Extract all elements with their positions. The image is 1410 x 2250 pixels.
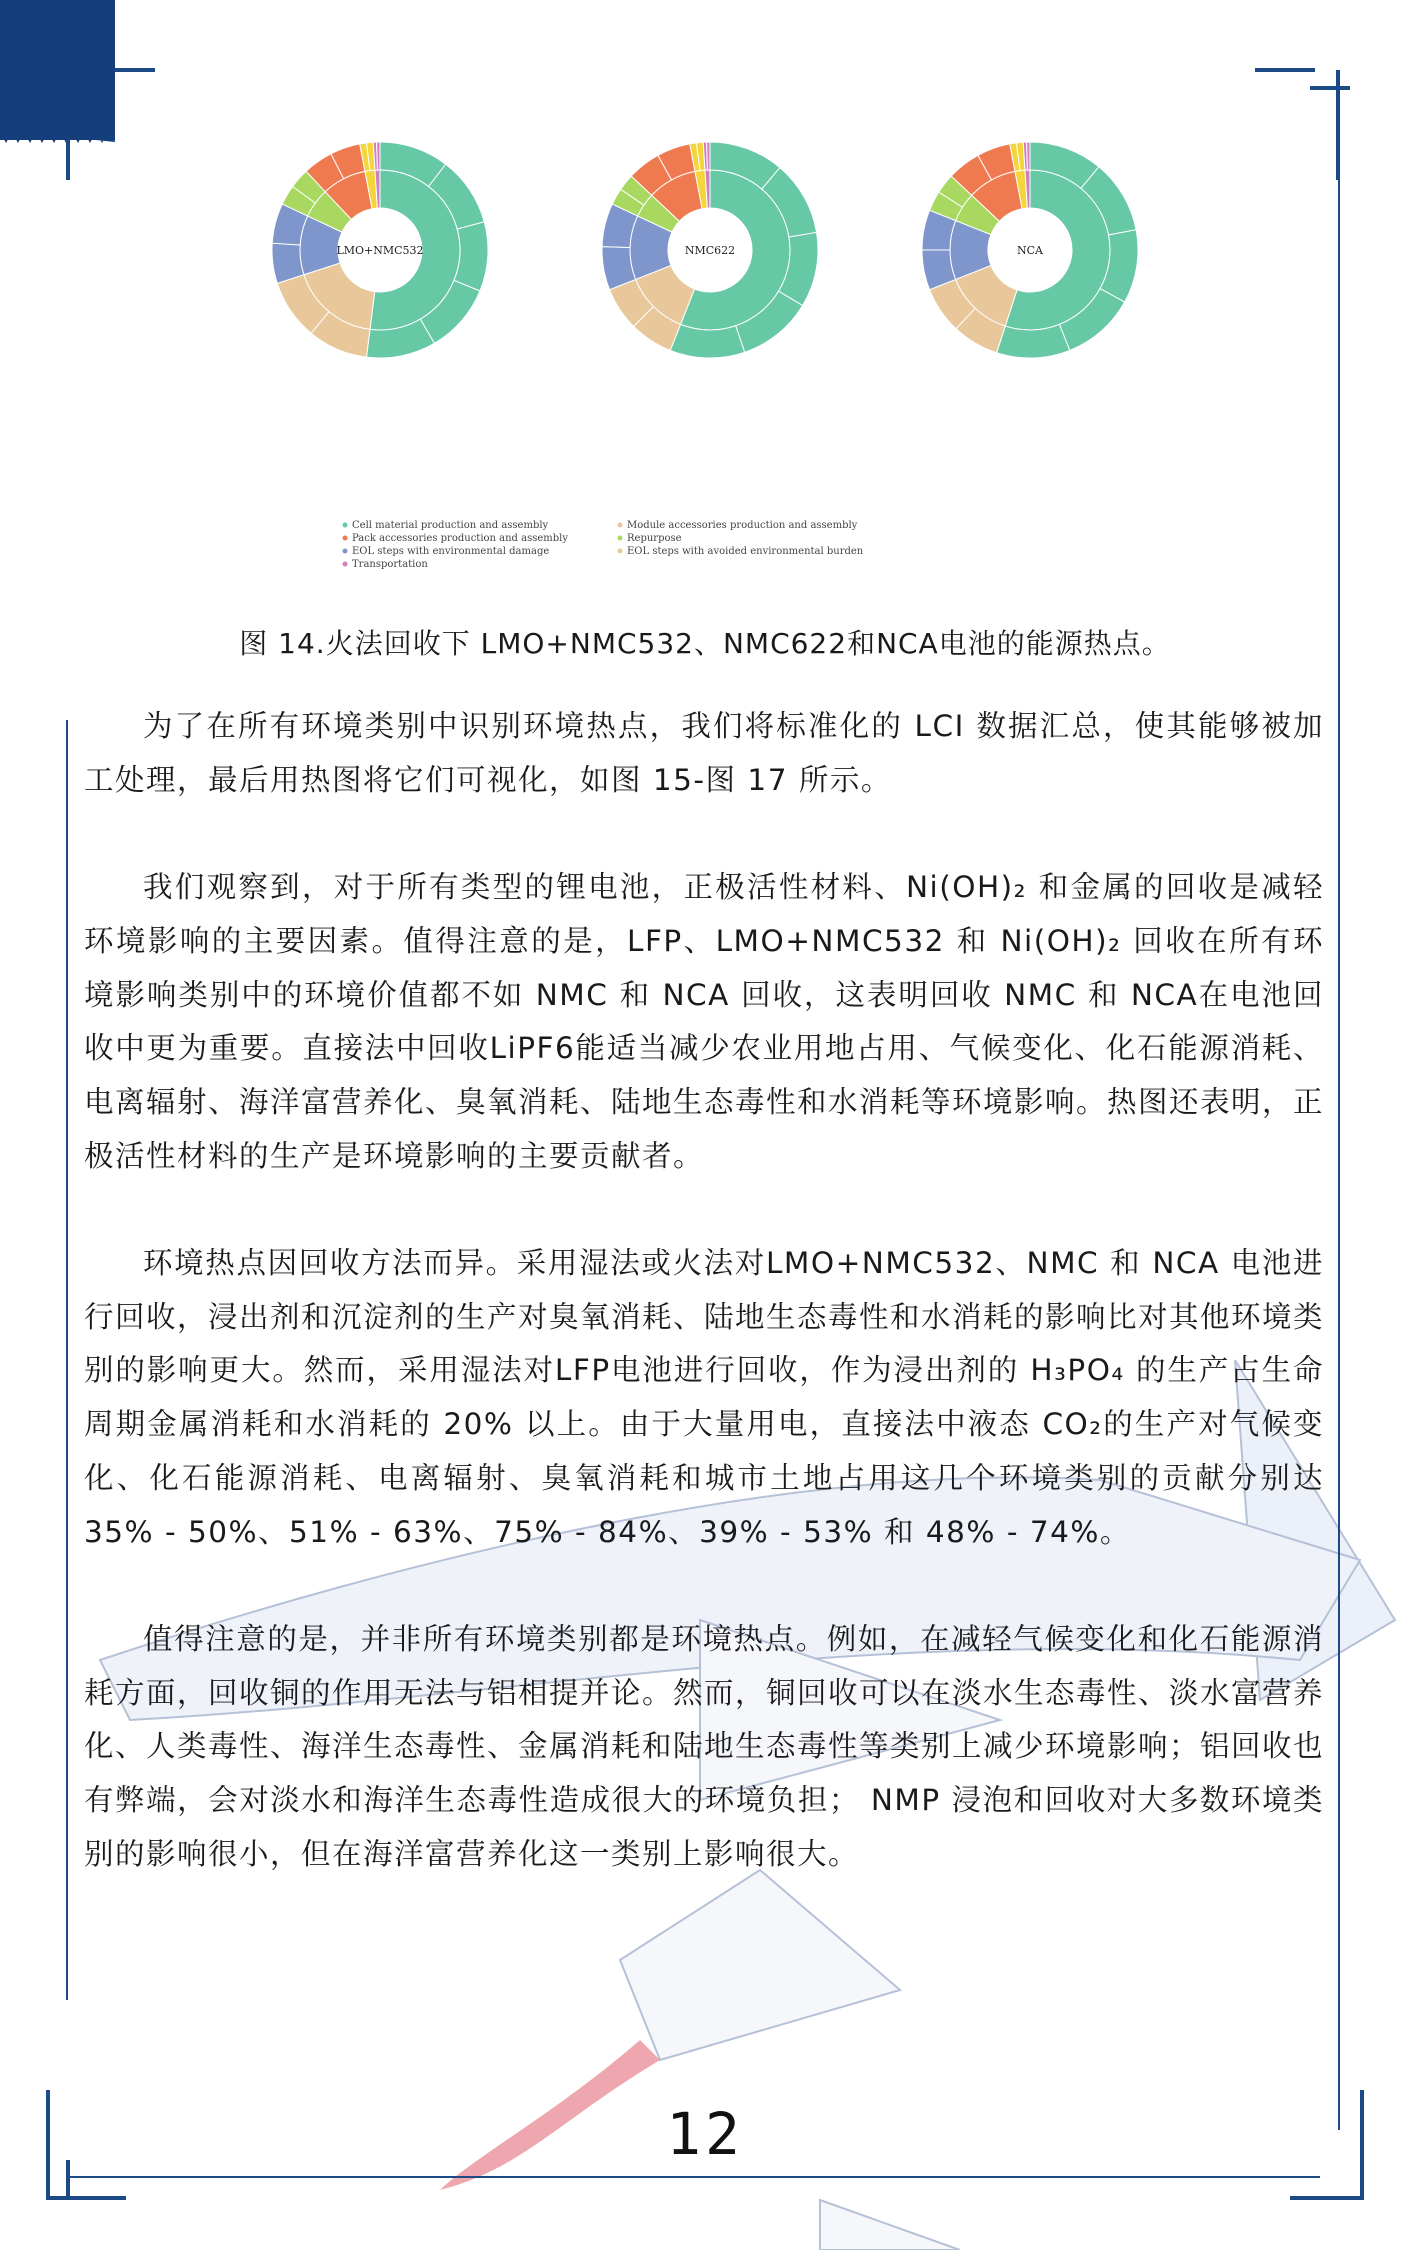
frame-top-right [1255, 68, 1315, 72]
chart-center-label: NCA [1017, 244, 1043, 257]
legend-label: Module accessories production and assembly [627, 520, 858, 531]
frame-bottom-left-h [46, 2196, 126, 2200]
corner-block-fringe [0, 130, 115, 144]
legend-label: Transportation [352, 559, 428, 570]
legend-swatch [618, 523, 623, 528]
frame-left-inner [66, 720, 68, 2000]
frame-right-top [1336, 70, 1340, 180]
legend-label: EOL steps with avoided environmental burden [627, 546, 864, 557]
corner-block-top-left [0, 0, 115, 140]
body-text [84, 700, 1324, 1881]
figure-legend [343, 520, 864, 570]
figure-caption: 图 14.火法回收下 LMO+NMC532、NMC622和NCA电池的能源热点。 [239, 627, 1171, 660]
chart-center-label: LMO+NMC532 [336, 244, 424, 257]
frame-left [66, 140, 70, 180]
frame-bottom-right-h [1290, 2196, 1364, 2200]
legend-label: EOL steps with environmental damage [352, 546, 550, 557]
frame-top-right-2 [1310, 86, 1350, 90]
paragraph: 值得注意的是，并非所有环境类别都是环境热点。例如，在减轻气候变化和化石能源消耗方面，回收铜的作用无法与铝相提并论。然而，铜回收可以在淡水生态毒性、淡水富营养化、人类毒性、海洋生态毒性、金属消耗和陆地生态毒性等类别上减少环境影响；铝回收也有弊端，会对淡水和海洋生态毒性造成很大的环境负担； NMP 浸泡和回收对大多数环境类别的影响很小，但在海洋富营养化这一类别上影响很大。 [84, 1621, 1325, 1871]
sunburst-segment [1027, 142, 1030, 170]
legend-swatch [343, 549, 348, 554]
frame-right-inner [1338, 180, 1340, 2130]
legend-swatch [343, 523, 348, 528]
frame-top-left [115, 68, 155, 72]
paragraph: 环境热点因回收方法而异。采用湿法或火法对LMO+NMC532、NMC 和 NCA 电池进行回收，浸出剂和沉淀剂的生产对臭氧消耗、陆地生态毒性和水消耗的影响比对其他环境类别的影响更大。然而，采用湿法对LFP电池进行回收，作为浸出剂的 H₃PO₄ 的生产占生命周期金属消耗和水消耗的 20% 以上。由于大量用电，直接法中液态 CO₂的生产对气候变化、化石能源消耗、电离辐射、臭氧消耗和城市土地占用这几个环境类别的贡献分别达35% - 50%、51% - 63%、75% - 84%、39% - 53% 和 48% - 74%。 [84, 1246, 1325, 1549]
chart-center-label: NMC622 [684, 244, 736, 257]
legend-swatch [618, 536, 623, 541]
sunburst-figure [230, 140, 1190, 590]
sunburst-segment [707, 142, 710, 170]
paragraph: 我们观察到，对于所有类型的锂电池，正极活性材料、Ni(OH)₂ 和金属的回收是减轻环境影响的主要因素。值得注意的是，LFP、LMO+NMC532 和 Ni(OH)₂ 回收在所有环境影响类别中的环境价值都不如 NMC 和 NCA 回收，这表明回收 NMC 和 NCA在电池回收中更为重要。直接法中回收LiPF6能适当减少农业用地占用、气候变化、化石能源消耗、电离辐射、海洋富营养化、臭氧消耗、陆地生态毒性和水消耗等环境影响。热图还表明，正极活性材料的生产是环境影响的主要贡献者。 [84, 870, 1325, 1173]
legend-swatch [343, 562, 348, 567]
legend-swatch [343, 536, 348, 541]
legend-label: Cell material production and assembly [352, 520, 549, 531]
page-number: 12 [666, 2100, 744, 2168]
paragraph: 为了在所有环境类别中识别环境热点，我们将标准化的 LCI 数据汇总，使其能够被加工处理，最后用热图将它们可视化，如图 15-图 17 所示。 [84, 709, 1324, 797]
legend-swatch [618, 549, 623, 554]
frame-bottom [70, 2176, 1320, 2178]
legend-label: Pack accessories production and assembly [352, 533, 569, 544]
legend-label: Repurpose [627, 533, 682, 544]
sunburst-segment [377, 142, 380, 170]
